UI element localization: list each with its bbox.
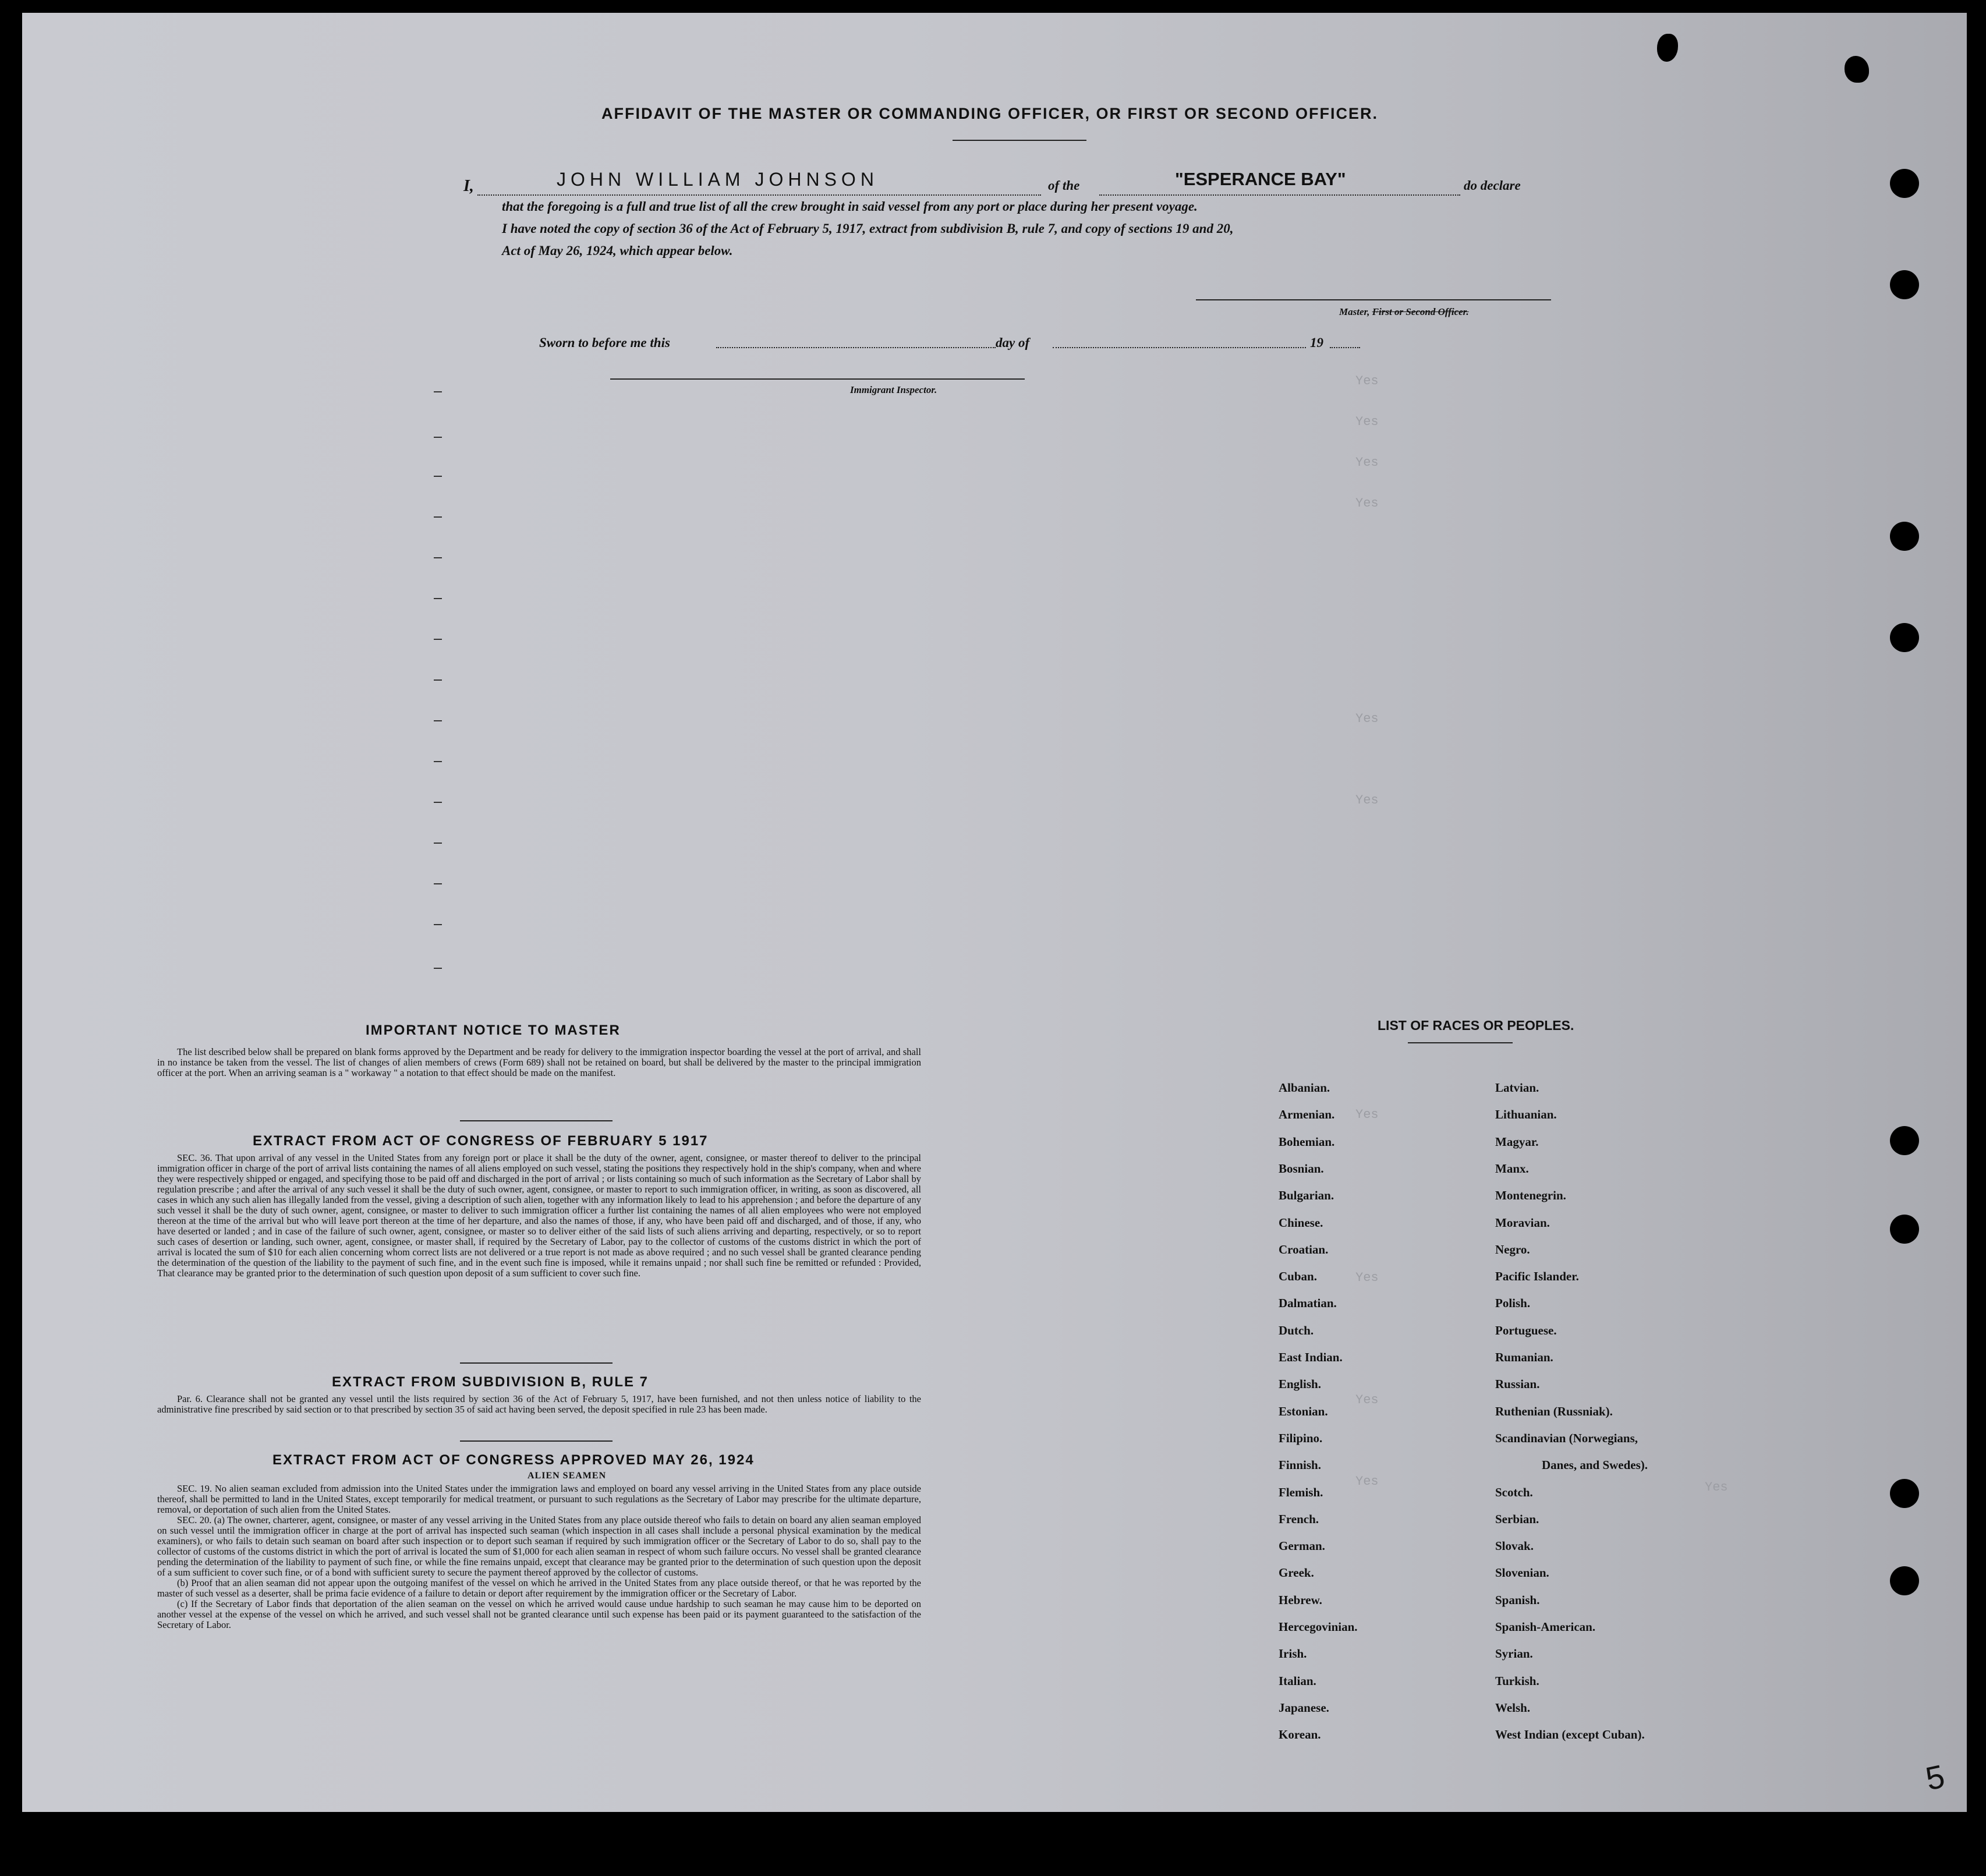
sworn-day-line [716, 347, 996, 348]
race-item: Albanian. [1279, 1081, 1330, 1095]
race-item: Scandinavian (Norwegians, [1495, 1431, 1638, 1445]
master-label: Master, [1339, 306, 1370, 317]
race-item: Flemish. [1279, 1485, 1323, 1499]
race-item: Irish. [1279, 1647, 1307, 1661]
of-the-label: of the [1048, 178, 1080, 193]
sec-20-c: (c) If the Secretary of Labor finds that deportation of the alien seaman on the vessel on which he arrived would cause undue hardship to such seaman he may cause him to be deported on another vessel at the expense of the vessel on which he arrived, and such vessel shall not be granted clearance until such expense has been paid or its payment guaranteed to the satisfaction of the Secretary of Labor. [157, 1598, 921, 1630]
rule-7-title: EXTRACT FROM SUBDIVISION B, RULE 7 [332, 1374, 649, 1390]
vessel-name: "ESPERANCE BAY" [1175, 169, 1346, 189]
notice-rule [460, 1120, 613, 1121]
notice-body: The list described below shall be prepared on blank forms approved by the Department and be ready for delivery to the immigration inspector boarding the vessel at the port of arrival, and shall in no instance be taken from the vessel. The list of changes of alien members of crews (Form 689) shall not be retained on board, but shall be delivered by the master to the principal immigration officer at the port. When an arriving seaman is a " workaway " a notation to that effect should be made on the manifest. [157, 1046, 921, 1078]
race-item: Welsh. [1495, 1700, 1531, 1715]
punch-hole [1890, 522, 1919, 551]
declaration-line-2: I have noted the copy of section 36 of the Act of February 5, 1917, extract from subdivision B, rule 7, and copy of sections 19 and 20, [502, 221, 1234, 236]
sec-20-b: (b) Proof that an alien seaman did not appear upon the outgoing manifest of the vessel on which he arrived in the United States from any place outside thereof, or that he was reported by the master of such vessel as a deserter, shall be prima facie evidence of a failure to detain or deport after requirement by the immigration officer or the Secretary of Labor. [157, 1577, 921, 1599]
race-item: Manx. [1495, 1161, 1529, 1176]
race-item: Danes, and Swedes). [1542, 1458, 1648, 1473]
race-item: Spanish. [1495, 1592, 1540, 1607]
punch-hole [1890, 1479, 1919, 1508]
race-item: Italian. [1279, 1673, 1316, 1688]
declaration-line-1: that the foregoing is a full and true list of all the crew brought in said vessel from any port or place during her present voyage. [502, 199, 1198, 214]
race-item: Chinese. [1279, 1215, 1323, 1230]
race-item: Ruthenian (Russniak). [1495, 1404, 1613, 1418]
inspector-label: Immigrant Inspector. [850, 384, 937, 395]
race-item: Finnish. [1279, 1458, 1321, 1473]
year-label: 19 [1310, 335, 1323, 350]
race-item: Cuban. [1279, 1269, 1317, 1284]
affidavit-title: AFFIDAVIT OF THE MASTER OR COMMANDING OFFICER, OR FIRST OR SECOND OFFICER. [601, 105, 1378, 122]
punch-hole [1890, 1566, 1919, 1595]
race-item: East Indian. [1279, 1350, 1343, 1364]
race-item: Korean. [1279, 1728, 1321, 1742]
race-item: Greek. [1279, 1566, 1314, 1580]
race-item: Croatian. [1279, 1242, 1329, 1256]
race-item: Slovenian. [1495, 1566, 1549, 1580]
sworn-month-line [1053, 347, 1306, 348]
race-item: Japanese. [1279, 1700, 1329, 1715]
races-title: LIST OF RACES OR PEOPLES. [1378, 1018, 1574, 1033]
race-item: Rumanian. [1495, 1350, 1553, 1364]
declaration-line-3: Act of May 26, 1924, which appear below. [502, 243, 733, 258]
race-item: Bohemian. [1279, 1134, 1335, 1149]
punch-hole [1890, 1215, 1919, 1244]
race-item: Magyar. [1495, 1134, 1539, 1149]
race-item: Negro. [1495, 1242, 1530, 1256]
notice-title: IMPORTANT NOTICE TO MASTER [366, 1022, 621, 1038]
alien-seamen-subtitle: ALIEN SEAMEN [528, 1471, 607, 1481]
punch-hole [1890, 270, 1919, 299]
race-item: Turkish. [1495, 1673, 1539, 1688]
race-item: Filipino. [1279, 1431, 1323, 1445]
extract-1917-rule [460, 1362, 613, 1364]
race-item: Bulgarian. [1279, 1188, 1334, 1203]
race-item: Estonian. [1279, 1404, 1328, 1418]
page-number-mark: 5 [1922, 1757, 1948, 1797]
inspector-signature-line [610, 378, 1025, 380]
extract-1917-body: SEC. 36. That upon arrival of any vessel in the United States from any foreign port or place it shall be the duty of the owner, agent, consignee, or master thereof to deliver to the principal immigration officer in charge of the port of arrival lists containing the names of all aliens employed on such vessel, stating the positions they respectively hold in the ship's company, when and where they were respectively shipped or engaged, and specifying those to be paid off and discharged in the port of arrival ; or lists containing so much of such information as the Secretary of Labor shall by regulation prescribe ; and after the arrival of any such vessel it shall be the duty of such owner, agent, consignee, or master to report to such immigration officer, in writing, as soon as discovered, all cases in which any such alien has illegally landed from the vessel, giving a description of such alien, together with any information likely to lead to his apprehension ; and before the departure of any such vessel it shall be the duty of such owner, agent, consignee, or master to deliver to such immigration officer a further list containing the names of all alien employees who were not employed thereon at the time of the arrival but who will leave port thereon at the time of her departure, and also the names of those, if any, who have been paid off and discharged, and of those, if any, who have deserted or landed ; and in case of the failure of such owner, agent, consignee, or master so to deliver either of the said lists of such aliens arriving and departing, respectively, or so to report such cases of desertion or landing, such owner, agent, consignee, or master shall, if required by the Secretary of Labor, pay to the collector of customs of the customs district in which the port of arrival is located the sum of $10 for each alien concerning whom correct lists are not delivered or a true report is not made as above required ; and no such vessel shall be granted clearance pending the determination of the question of the liability to the payment of such fine, and in the event such fine is imposed, while it remains unpaid ; nor shall such fine be remitted or refunded : Provided, That clearance may be granted prior to the determination of such question upon deposit of a sum sufficient to cover such fine. [157, 1152, 921, 1279]
struck-officer-label: First or Second Officer. [1372, 306, 1469, 317]
title-rule [953, 140, 1086, 141]
race-item: Bosnian. [1279, 1161, 1324, 1176]
race-item: Hebrew. [1279, 1592, 1322, 1607]
i-label: I, [463, 177, 474, 195]
master-name: JOHN WILLIAM JOHNSON [557, 169, 879, 190]
race-item: Portuguese. [1495, 1323, 1557, 1337]
race-item: English. [1279, 1377, 1321, 1392]
punch-hole [1890, 169, 1919, 198]
race-item: Dutch. [1279, 1323, 1314, 1337]
vessel-line [1099, 194, 1460, 196]
race-item: Polish. [1495, 1296, 1531, 1311]
rule-7-body: Par. 6. Clearance shall not be granted any vessel until the lists required by section 36 of the Act of February 5, 1917, have been furnished, and not then unless notice of liability to the administrative fine prescribed by said section or to that prescribed by section 35 of said act having been served, the deposit specified in rule 23 has been made. [157, 1393, 921, 1415]
race-item: Latvian. [1495, 1081, 1539, 1095]
race-item: Montenegrin. [1495, 1188, 1566, 1203]
sec-19: SEC. 19. No alien seaman excluded from admission into the United States under the immigration laws and employed on board any vessel arriving in the United States from any place outside thereof, shall be permitted to land in the United States, except temporarily for medical treatment, or pursuant to such regulations as the Secretary of Labor may prescribe for the ultimate departure, removal, or deportation of such alien from the United States. [157, 1483, 921, 1515]
extract-1917-title: EXTRACT FROM ACT OF CONGRESS OF FEBRUARY 5 1917 [253, 1133, 709, 1149]
races-rule [1408, 1042, 1513, 1043]
do-declare-label: do declare [1464, 178, 1521, 193]
race-item: Moravian. [1495, 1215, 1550, 1230]
race-item: French. [1279, 1512, 1319, 1526]
name-line [477, 194, 1041, 196]
race-item: Dalmatian. [1279, 1296, 1337, 1311]
race-item: West Indian (except Cuban). [1495, 1728, 1645, 1742]
race-item: Slovak. [1495, 1539, 1534, 1553]
punch-hole [1890, 1126, 1919, 1155]
race-item: Pacific Islander. [1495, 1269, 1579, 1284]
race-item: Serbian. [1495, 1512, 1539, 1526]
rule-7-rule [460, 1440, 613, 1442]
extract-1924-title: EXTRACT FROM ACT OF CONGRESS APPROVED MAY 26, 1924 [272, 1452, 755, 1468]
punch-hole [1890, 623, 1919, 652]
sworn-label: Sworn to before me this [539, 335, 670, 350]
race-item: Russian. [1495, 1377, 1540, 1392]
race-item: Hercegovinian. [1279, 1620, 1358, 1634]
race-item: Armenian. [1279, 1107, 1335, 1122]
race-item: Scotch. [1495, 1485, 1533, 1499]
race-item: Spanish-American. [1495, 1620, 1596, 1634]
race-item: Lithuanian. [1495, 1107, 1557, 1122]
master-signature-caption [1339, 306, 1469, 318]
extract-1924-body [157, 1484, 921, 1630]
day-of-label: day of [996, 335, 1030, 350]
sec-20-a: SEC. 20. (a) The owner, charterer, agent, consignee, or master of any vessel arriving in the United States from any place outside thereof who fails to detain on board any alien seaman employed on such vessel until the immigration officer in charge at the port of arrival has inspected such seaman (which inspection in all cases shall include a personal physical examination by the medical examiners), or who fails to detain such seaman on board after such inspection or to deport such seaman if required by such immigration officer or the Secretary of Labor to do so, shall pay to the collector of customs of the customs district in which the port of arrival is located the sum of $1,000 for each alien seaman in respect of whom such failure occurs. No vessel shall be granted clearance pending the determination of the liability to payment of such fine, or while the fine remains unpaid, except that clearance may be granted prior to the determination of such question upon the deposit of a sum sufficient to cover such fine, or of a bond with sufficient surety to secure the payment thereof approved by the collector of customs. [157, 1514, 921, 1578]
race-item: Syrian. [1495, 1647, 1533, 1661]
document-sheet: Yes Yes Yes Yes Yes Yes Yes Yes Yes Yes Yes AFFIDAVIT OF THE MASTER OR COMMANDING OFFICER, OR FIRST OR SECOND OFFICER. I, JOHN WILLIAM JOHNSON of the "ESPERANCE BAY" do declare that the foregoing is a full and true list of all the crew brought in said vessel from any port or place during her present voyage. I have noted the copy of section 36 of the Act of February 5, 1917, extract from subdivision B, rule 7, and copy of sections 19 and 20, Act of May 26, 1924, which appear below. Master, First or Second Officer. Sworn to before me this day of 19 Immigrant Inspector. IMPORTANT NOTICE TO MASTER The list described below shall be prepared on blank forms approved by the Department and be ready for delivery to the immigration inspector boarding the vessel at the port of arrival, and shall in no instance be taken from the vessel. The list of changes of alien members of crews (Form 689) shall not be retained on board, but shall be delivered by the master to the principal immigration officer at the port. When an arriving seaman is a " workaway " a notation to that effect should be made on the manifest. EXTRACT FROM ACT OF CONGRESS OF FEBRUARY 5 1917 SEC. 36. That upon arrival of any vessel in the United States from any foreign port or place it shall be the duty of the owner, agent, consignee, or master thereof to deliver to the principal immigration officer in charge of the port of arrival lists containing the names of all aliens employed on such vessel, stating the positions they respectively hold in the ship's company, when and where they were respectively shipped or engaged, and specifying those to be paid off and discharged in the port of arrival ; or lists containing so much of such information as the Secretary of Labor shall by regulation prescribe ; and after the arrival of any such vessel it shall be the duty of such owner, agent, consignee, or master to report to such immigration officer, in writing, as soon as discovered, all cases in which any such alien has illegally landed from the vessel, giving a description of such alien, together with any information likely to lead to his apprehension ; and before the departure of any such vessel it shall be the duty of such owner, agent, consignee, or master to deliver to such immigration officer a further list containing the names of all alien employees who were not employed thereon at the time of the arrival but who will leave port thereon at the time of her departure, and also the names of those, if any, who have been paid off and discharged, and of those, if any, who have deserted or landed ; and in case of the failure of such owner, agent, consignee, or master so to deliver either of the said lists of such aliens arriving and departing, respectively, or so to report such cases of desertion or landing, such owner, agent, consignee, or master shall, if required by the Secretary of Labor, pay to the collector of customs of the customs district in which the port of arrival is located the sum of $10 for each alien concerning whom correct lists are not delivered or a true report is not made as above required ; and no such vessel shall be granted clearance pending the determination of the question of the liability to the payment of such fine, and in the event such fine is imposed, while it remains unpaid ; nor shall such fine be remitted or refunded : Provided, That clearance may be granted prior to the determination of such question upon deposit of a sum sufficient to cover such fine. EXTRACT FROM SUBDIVISION B, RULE 7 Par. 6. Clearance shall not be granted any vessel until the lists required by section 36 of the Act of February 5, 1917, have been furnished, and not then unless notice of liability to the administrative fine prescribed by said section or to that prescribed by section 35 of said act having been served, the deposit specified in rule 23 has been made. EXTRACT FROM ACT OF CONGRESS APPROVED MAY 26, 1924 ALIEN SEAMEN SEC. 19. No alien seaman excluded from admission into the United States under the immigration laws and employed on board any vessel arriving in the United States from any place outside thereof, shall be permitted to land in the United States, except temporarily for medical treatment, or pursuant to such regulations as the Secretary of Labor may prescribe for the ultimate departure, removal, or deportation of such alien from the United States. SEC. 20. (a) The owner, charterer, agent, consignee, or master of any vessel arriving in the United States from any place outside thereof who fails to detain on board any alien seaman employed on such vessel until the immigration officer in charge at the port of arrival has inspected such seaman (which inspection in all cases shall include a personal physical examination by the medical examiners), or who fails to detain such seaman on board after such inspection or to deport such seaman if required by such immigration officer or the Secretary of Labor to do so, shall pay to the collector of customs of the customs district in which the port of arrival is located the sum of $1,000 for each alien seaman in respect of whom such failure occurs. No vessel shall be granted clearance pending the determination of the liability to payment of such fine, or while the fine remains unpaid, except that clearance may be granted prior to the determination of such question upon the deposit of a sum sufficient to cover such fine, or of a bond with sufficient surety to secure the payment thereof approved by the collector of customs. (b) Proof that an alien seaman did not appear upon the outgoing manifest of the vessel on which he arrived in the United States from any place outside thereof, or that he was reported by the master of such vessel as a deserter, shall be prima facie evidence of a failure to detain or deport after requirement by the immigration officer or the Secretary of Labor. (c) If the Secretary of Labor finds that deportation of the alien seaman on the vessel on which he arrived would cause undue hardship to such seaman he may cause him to be deported on another vessel at the expense of the vessel on which he arrived, and such vessel shall not be granted clearance until such expense has been paid or its payment guaranteed to the satisfaction of the Secretary of Labor. LIST OF RACES OR PEOPLES. Albanian. Armenian. Bohemian. Bosnian. Bulgarian. Chinese. Croatian. Cuban. Dalmatian. Dutch. East Indian. English. Estonian. Filipino. Finnish. Flemish. French. German. Greek. Hebrew. Hercegovinian. Irish. Italian. Japanese. Korean. Latvian. Lithuanian. Magyar. Manx. Montenegrin. Moravian. Negro. Pacific Islander. Polish. Portuguese. Rumanian. Russian. Ruthenian (Russniak). Scandinavian (Norwegians, Danes, and Swedes). Scotch. Serbian. Slovak. Slovenian. Spanish. Spanish-American. Syrian. Turkish. Welsh. West Indian (except Cuban). 5 [22, 13, 1967, 1812]
race-item: German. [1279, 1539, 1325, 1553]
year-line [1330, 347, 1360, 348]
master-signature-line [1196, 299, 1551, 300]
